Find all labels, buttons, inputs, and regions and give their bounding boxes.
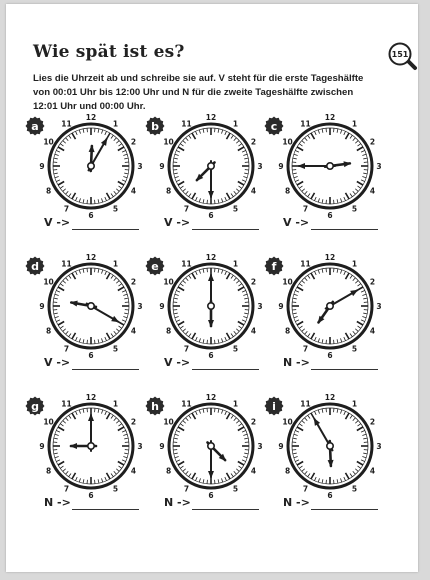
clock-exercise-b [143,114,263,244]
clock-number: 1 [232,259,239,269]
clock-center [327,303,333,309]
clock-number: 7 [63,344,70,354]
clock-number: 2 [250,277,257,287]
clock-exercise-f [262,254,382,384]
clock-number: 5 [232,484,239,494]
clock-number: 9 [278,162,284,171]
clock-number: 4 [250,186,257,196]
clock-number: 8 [165,326,172,336]
clock-number: 8 [284,466,291,476]
clock-number: 7 [183,344,190,354]
clock-number: 12 [324,253,336,262]
clock-number: 12 [205,253,217,262]
clock-number: 10 [43,277,54,287]
clock-number: 2 [369,137,376,147]
clock-number: 4 [250,326,257,336]
clock-number: 1 [351,399,358,409]
answer-write-line [192,509,259,510]
clock-number: 6 [88,491,94,500]
clock-number: 9 [39,162,45,171]
exercise-letter-badge [265,397,284,416]
clock-number: 6 [208,491,214,500]
answer-label: V -> [164,356,191,369]
clock-number: 7 [183,204,190,214]
clock-number: 4 [369,186,376,196]
clock-number: 11 [61,119,72,129]
clock-number: 7 [302,484,309,494]
clock-number: 6 [327,351,333,360]
clock-exercise-d [23,254,143,384]
clock-number: 1 [112,259,119,269]
answer-field[interactable] [164,216,259,232]
exercise-letter: h [151,400,159,413]
answer-label: V -> [164,216,191,229]
clock-number: 4 [250,466,257,476]
answer-field[interactable] [44,216,139,232]
answer-label: N -> [283,356,310,369]
exercise-letter-badge [146,397,165,416]
clock-center [208,303,214,309]
clock-number: 11 [300,399,311,409]
exercise-letter: b [151,120,159,133]
clock-face [23,113,143,220]
clock-number: 2 [130,417,137,427]
answer-field[interactable] [283,216,378,232]
clock-number: 3 [137,442,143,451]
clock-number: 11 [61,259,72,269]
exercise-letter: i [272,400,276,413]
clock-number: 6 [208,351,214,360]
clock-number: 9 [278,302,284,311]
clock-number: 12 [205,393,217,402]
clock-number: 7 [63,204,70,214]
clock-number: 3 [137,302,143,311]
answer-field[interactable] [164,496,259,512]
page-title: Wie spät ist es? [33,42,185,62]
clock-number: 11 [61,399,72,409]
clock-number: 1 [351,259,358,269]
clock-exercise-a [23,114,143,244]
clock-exercise-c [262,114,382,244]
answer-field[interactable] [44,496,139,512]
clock-number: 3 [257,162,263,171]
clock-number: 8 [45,466,52,476]
clock-number: 2 [130,277,137,287]
answer-write-line [72,229,139,230]
clock-number: 6 [327,211,333,220]
exercise-letter-badge [265,117,284,136]
clock-number: 6 [88,351,94,360]
clock-center [208,163,214,169]
answer-label: N -> [283,496,310,509]
clock-center [88,443,94,449]
clock-number: 2 [369,277,376,287]
clock-center [88,163,94,169]
clock-number: 5 [351,484,358,494]
clock-number: 9 [39,442,45,451]
answer-field[interactable] [283,356,378,372]
clock-number: 9 [278,442,284,451]
clock-number: 1 [112,119,119,129]
answer-label: V -> [283,216,310,229]
clock-number: 10 [282,417,293,427]
clock-number: 5 [112,344,119,354]
exercise-letter: e [151,260,159,273]
clock-number: 1 [112,399,119,409]
exercise-letter: c [270,120,278,133]
clock-center [208,443,214,449]
exercise-letter-badge [26,117,45,136]
clock-number: 9 [159,162,165,171]
clock-number: 6 [327,491,333,500]
clock-number: 10 [43,137,54,147]
clock-face [143,113,263,220]
worksheet-page [6,4,418,572]
clock-face [23,253,143,360]
exercise-letter: g [31,400,39,413]
clock-number: 6 [88,211,94,220]
clock-number: 2 [369,417,376,427]
answer-label: N -> [44,496,71,509]
answer-field[interactable] [44,356,139,372]
exercise-letter-badge [146,257,165,276]
clock-number: 7 [302,344,309,354]
clock-exercise-g [23,394,143,524]
clock-exercise-e [143,254,263,384]
clock-face [262,113,382,220]
clock-number: 7 [302,204,309,214]
clock-number: 3 [376,442,382,451]
clock-number: 3 [137,162,143,171]
magnifier-page-number-icon [388,42,420,72]
exercise-letter-badge [26,397,45,416]
page-number: 151 [391,50,409,59]
clock-number: 10 [43,417,54,427]
clock-number: 12 [85,113,97,122]
clock-number: 10 [163,417,174,427]
clock-center [88,303,94,309]
clock-number: 9 [159,442,165,451]
clock-number: 3 [376,162,382,171]
exercise-letter-badge [265,257,284,276]
answer-field[interactable] [283,496,378,512]
clock-number: 7 [183,484,190,494]
clock-number: 5 [112,484,119,494]
clock-number: 4 [130,326,137,336]
clock-face [143,393,263,500]
clock-number: 3 [257,442,263,451]
clock-number: 5 [351,344,358,354]
clock-face [143,253,263,360]
clock-number: 2 [250,417,257,427]
exercise-letter: f [271,260,277,273]
clock-number: 12 [85,253,97,262]
exercise-letter: a [31,120,39,133]
clock-number: 7 [63,484,70,494]
clock-number: 5 [112,204,119,214]
answer-write-line [192,369,259,370]
clock-number: 10 [282,137,293,147]
clock-number: 4 [369,326,376,336]
clock-number: 1 [232,399,239,409]
clock-center [327,443,333,449]
clock-number: 1 [232,119,239,129]
answer-field[interactable] [164,356,259,372]
clock-number: 4 [369,466,376,476]
clock-number: 5 [351,204,358,214]
exercise-letter-badge [26,257,45,276]
clock-number: 10 [163,137,174,147]
clock-number: 11 [181,399,192,409]
answer-write-line [311,229,378,230]
clock-number: 11 [181,119,192,129]
clock-number: 11 [181,259,192,269]
clock-number: 5 [232,204,239,214]
clock-number: 2 [250,137,257,147]
clock-number: 11 [300,259,311,269]
clock-number: 3 [257,302,263,311]
clock-number: 3 [376,302,382,311]
answer-write-line [311,369,378,370]
clock-exercise-i [262,394,382,524]
clock-number: 12 [324,113,336,122]
clock-face [262,253,382,360]
clock-face [262,393,382,500]
clock-number: 10 [163,277,174,287]
clock-number: 12 [324,393,336,402]
answer-write-line [72,369,139,370]
answer-write-line [72,509,139,510]
clock-number: 9 [159,302,165,311]
clock-number: 12 [205,113,217,122]
clock-center [327,163,333,169]
clock-number: 9 [39,302,45,311]
clock-number: 4 [130,466,137,476]
answer-write-line [311,509,378,510]
exercise-letter-badge [146,117,165,136]
clock-exercise-h [143,394,263,524]
answer-label: N -> [164,496,191,509]
clock-number: 11 [300,119,311,129]
clock-number: 2 [130,137,137,147]
answer-write-line [192,229,259,230]
clock-number: 8 [45,326,52,336]
clock-number: 8 [45,186,52,196]
clock-number: 5 [232,344,239,354]
clock-number: 4 [130,186,137,196]
exercise-letter: d [31,260,39,273]
clock-number: 12 [85,393,97,402]
clock-number: 8 [165,186,172,196]
clock-number: 10 [282,277,293,287]
clock-number: 6 [208,211,214,220]
clock-number: 8 [165,466,172,476]
answer-label: V -> [44,216,71,229]
instructions-text: Lies die Uhrzeit ab und schreibe sie auf. V steht für die erste Tageshälfte von 00:01 Uhr bis 12:00 Uhr und N für die zweite Tageshälfte zwischen 12:01 Uhr und 00:00 Uhr. [33,73,364,112]
clock-face [23,393,143,500]
clock-number: 1 [351,119,358,129]
answer-label: V -> [44,356,71,369]
clock-number: 8 [284,326,291,336]
clock-number: 8 [284,186,291,196]
